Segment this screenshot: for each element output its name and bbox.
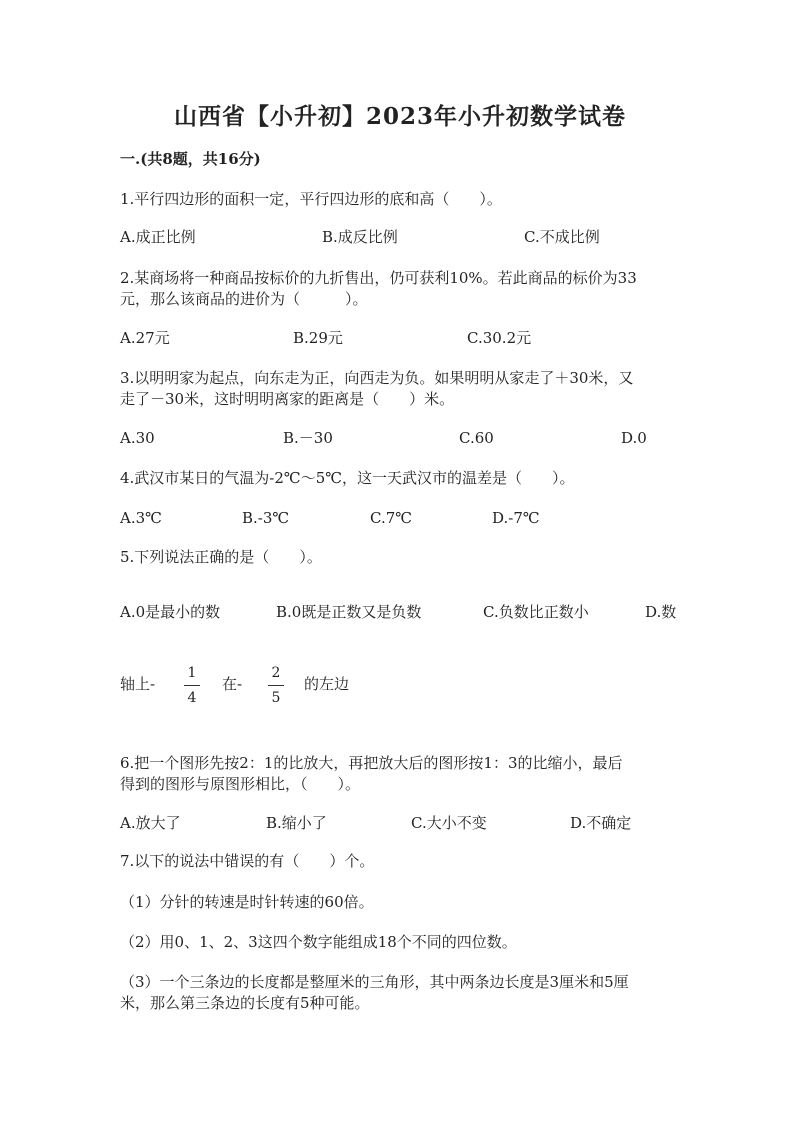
q3-option-d: D.0 bbox=[621, 429, 647, 447]
question-3-stem-line2: 走了－30米，这时明明离家的距离是（ ）米。 bbox=[120, 390, 455, 408]
q5-option-d: D.数 bbox=[645, 603, 677, 621]
q4-option-a: A.3℃ bbox=[120, 509, 162, 527]
fraction-denominator: 4 bbox=[187, 690, 197, 706]
question-3-stem-line1: 3.以明明家为起点，向东走为正，向西走为负。如果明明从家走了＋30米，又 bbox=[120, 369, 634, 387]
q5-option-a: A.0是最小的数 bbox=[120, 603, 221, 621]
fraction-one-quarter bbox=[182, 664, 202, 707]
q6-option-a: A.放大了 bbox=[120, 814, 181, 832]
q1-option-a: A.成正比例 bbox=[120, 228, 196, 246]
q5-option-c: C.负数比正数小 bbox=[483, 603, 589, 621]
q3-option-c: C.60 bbox=[459, 429, 494, 447]
question-1-stem: 1.平行四边形的面积一定，平行四边形的底和高（ ）。 bbox=[120, 190, 502, 208]
q5-option-b: B.0既是正数又是负数 bbox=[276, 603, 422, 621]
q1-option-c: C.不成比例 bbox=[524, 228, 600, 246]
q4-option-c: C.7℃ bbox=[370, 509, 413, 527]
question-2-stem-line1: 2.某商场将一种商品按标价的九折售出，仍可获利10%。若此商品的标价为33 bbox=[120, 269, 637, 287]
q5-option-d-ending: 的左边 bbox=[304, 675, 350, 693]
q3-option-b: B.－30 bbox=[283, 429, 333, 447]
fraction-denominator: 5 bbox=[271, 690, 281, 706]
q7-statement-2: （2）用0、1、2、3这四个数字能组成18个不同的四位数。 bbox=[120, 933, 517, 951]
fraction-bar bbox=[184, 685, 200, 686]
q3-option-a: A.30 bbox=[120, 429, 155, 447]
fraction-numerator: 1 bbox=[187, 665, 197, 681]
q1-option-b: B.成反比例 bbox=[322, 228, 398, 246]
question-6-stem-line1: 6.把一个图形先按2：1的比放大，再把放大后的图形按1：3的比缩小，最后 bbox=[120, 754, 623, 772]
question-6-stem-line2: 得到的图形与原图形相比，（ ）。 bbox=[120, 775, 361, 793]
fraction-numerator: 2 bbox=[271, 665, 281, 681]
q6-option-c: C.大小不变 bbox=[411, 814, 487, 832]
question-7-stem: 7.以下的说法中错误的有（ ）个。 bbox=[120, 852, 375, 870]
q7-statement-1: （1）分针的转速是时针转速的60倍。 bbox=[120, 893, 374, 911]
q6-option-b: B.缩小了 bbox=[266, 814, 327, 832]
fraction-two-fifths bbox=[266, 664, 286, 707]
question-4-stem: 4.武汉市某日的气温为-2℃～5℃，这一天武汉市的温差是（ ）。 bbox=[120, 469, 575, 487]
q5-option-d-continuation: 轴上- bbox=[120, 675, 156, 693]
q4-option-b: B.-3℃ bbox=[242, 509, 290, 527]
q6-option-d: D.不确定 bbox=[570, 814, 632, 832]
q5-option-d-word-at: 在- bbox=[222, 675, 243, 693]
q4-option-d: D.-7℃ bbox=[492, 509, 540, 527]
q2-option-b: B.29元 bbox=[293, 329, 343, 347]
exam-title: 山西省【小升初】2023年小升初数学试卷 bbox=[173, 103, 626, 130]
question-5-stem: 5.下列说法正确的是（ ）。 bbox=[120, 548, 322, 566]
question-2-stem-line2: 元，那么该商品的进价为（ ）。 bbox=[120, 290, 368, 308]
section-heading: 一.(共8题，共16分) bbox=[120, 150, 261, 168]
fraction-bar bbox=[268, 685, 284, 686]
q7-statement-3-line1: （3）一个三条边的长度都是整厘米的三角形，其中两条边长度是3厘米和5厘 bbox=[120, 973, 629, 991]
q7-statement-3-line2: 米，那么第三条边的长度有5种可能。 bbox=[120, 994, 370, 1012]
q2-option-a: A.27元 bbox=[120, 329, 170, 347]
q2-option-c: C.30.2元 bbox=[467, 329, 532, 347]
